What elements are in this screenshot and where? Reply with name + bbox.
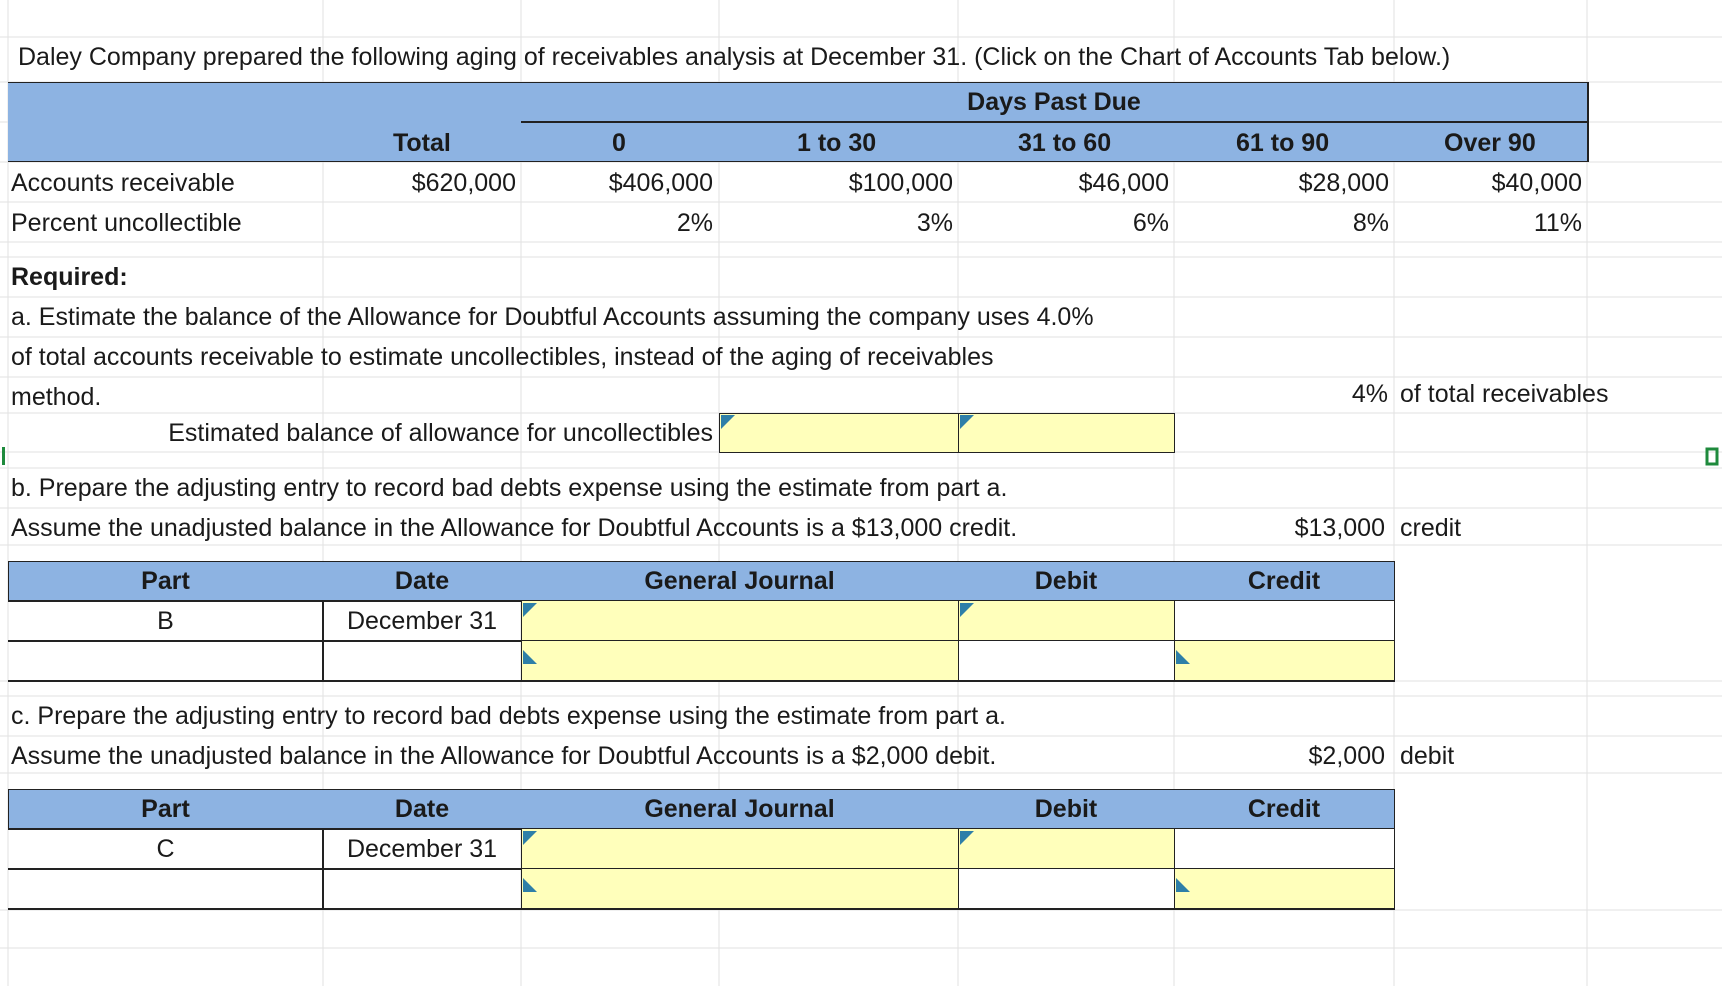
comment-marker-icon — [1176, 878, 1190, 892]
part-a-line2: of total accounts receivable to estimate uncollectibles, instead of the aging of receivables — [11, 343, 994, 371]
journal-b-date-value: December 31 — [346, 607, 498, 635]
part-b-line1: b. Prepare the adjusting entry to record bad debts expense using the estimate from part a. — [11, 474, 1008, 502]
comment-marker-icon — [960, 831, 974, 845]
journal-b-part-value: B — [157, 607, 174, 635]
part-a-line3: method. — [11, 383, 102, 411]
journal-c-header-debit: Debit — [1034, 795, 1098, 823]
comment-marker-icon — [960, 415, 974, 429]
pct-31-60: 6% — [1132, 209, 1169, 237]
part-b-side-text: credit — [1400, 514, 1462, 542]
header-0: 0 — [612, 129, 626, 157]
journal-b-header-debit: Debit — [1034, 567, 1098, 595]
journal-c-header-general-journal: General Journal — [644, 795, 835, 823]
journal-c-credit-1 — [1174, 828, 1395, 869]
header-over-90: Over 90 — [1444, 129, 1536, 157]
journal-b-debit-2 — [958, 640, 1175, 681]
journal-c-header-credit: Credit — [1247, 795, 1321, 823]
ar-total: $620,000 — [411, 169, 516, 197]
journal-b-account-1[interactable] — [521, 600, 959, 641]
header-total: Total — [393, 129, 451, 157]
ar-61-90: $28,000 — [1298, 169, 1389, 197]
row-label-accounts-receivable: Accounts receivable — [11, 169, 235, 197]
header-1-30: 1 to 30 — [797, 129, 877, 157]
estimate-label: Estimated balance of allowance for uncollectibles — [168, 419, 713, 447]
part-b-line2: Assume the unadjusted balance in the Allowance for Doubtful Accounts is a $13,000 credit. — [11, 514, 1018, 542]
journal-c-debit-2 — [958, 868, 1175, 909]
comment-marker-icon — [523, 878, 537, 892]
ar-31-60: $46,000 — [1078, 169, 1169, 197]
header-61-90: 61 to 90 — [1236, 129, 1330, 157]
part-a-line1: a. Estimate the balance of the Allowance for Doubtful Accounts assuming the company uses 4.0% — [11, 303, 1094, 331]
journal-b-debit-1[interactable] — [958, 600, 1175, 641]
estimate-input-1[interactable] — [719, 413, 959, 453]
journal-c-account-1[interactable] — [521, 828, 959, 869]
row-label-percent-uncollectible: Percent uncollectible — [11, 209, 242, 237]
comment-marker-icon — [960, 603, 974, 617]
part-a-side-text: of total receivables — [1400, 380, 1609, 408]
journal-b-header-general-journal: General Journal — [644, 567, 835, 595]
comment-marker-icon — [721, 415, 735, 429]
estimate-input-2[interactable] — [958, 413, 1175, 453]
journal-c-header-date: Date — [394, 795, 450, 823]
part-c-side-text: debit — [1400, 742, 1455, 770]
comment-marker-icon — [1176, 650, 1190, 664]
header-31-60: 31 to 60 — [1018, 129, 1112, 157]
ar-0: $406,000 — [608, 169, 713, 197]
journal-b-credit-2[interactable] — [1174, 640, 1395, 681]
journal-b-account-2[interactable] — [521, 640, 959, 681]
journal-b-credit-1 — [1174, 600, 1395, 641]
comment-marker-icon — [523, 650, 537, 664]
part-c-line1: c. Prepare the adjusting entry to record bad debts expense using the estimate from part a. — [11, 702, 1007, 730]
intro-text: Daley Company prepared the following aging of receivables analysis at December 31. (Click on the Chart of Accounts Tab below.) — [18, 43, 1451, 71]
journal-c-debit-1[interactable] — [958, 828, 1175, 869]
journal-c-part-value: C — [156, 835, 175, 863]
journal-c-header-part: Part — [141, 795, 190, 823]
pct-61-90: 8% — [1352, 209, 1389, 237]
days-past-due-heading: Days Past Due — [967, 88, 1141, 116]
journal-c-credit-2[interactable] — [1174, 868, 1395, 909]
journal-b-header-credit: Credit — [1247, 567, 1321, 595]
pct-0: 2% — [676, 209, 713, 237]
journal-c-account-2[interactable] — [521, 868, 959, 909]
journal-b-header-date: Date — [394, 567, 450, 595]
pct-over-90: 11% — [1533, 209, 1582, 237]
part-a-side-value: 4% — [1351, 380, 1388, 408]
ar-1-30: $100,000 — [848, 169, 953, 197]
journal-b-header-part: Part — [141, 567, 190, 595]
ar-over-90: $40,000 — [1491, 169, 1582, 197]
comment-marker-icon — [523, 603, 537, 617]
required-heading: Required: — [11, 263, 128, 291]
comment-marker-icon — [523, 831, 537, 845]
part-c-line2: Assume the unadjusted balance in the Allowance for Doubtful Accounts is a $2,000 debit. — [11, 742, 997, 770]
journal-c-date-value: December 31 — [346, 835, 498, 863]
part-c-side-value: $2,000 — [1308, 742, 1385, 770]
pct-1-30: 3% — [916, 209, 953, 237]
part-b-side-value: $13,000 — [1294, 514, 1385, 542]
